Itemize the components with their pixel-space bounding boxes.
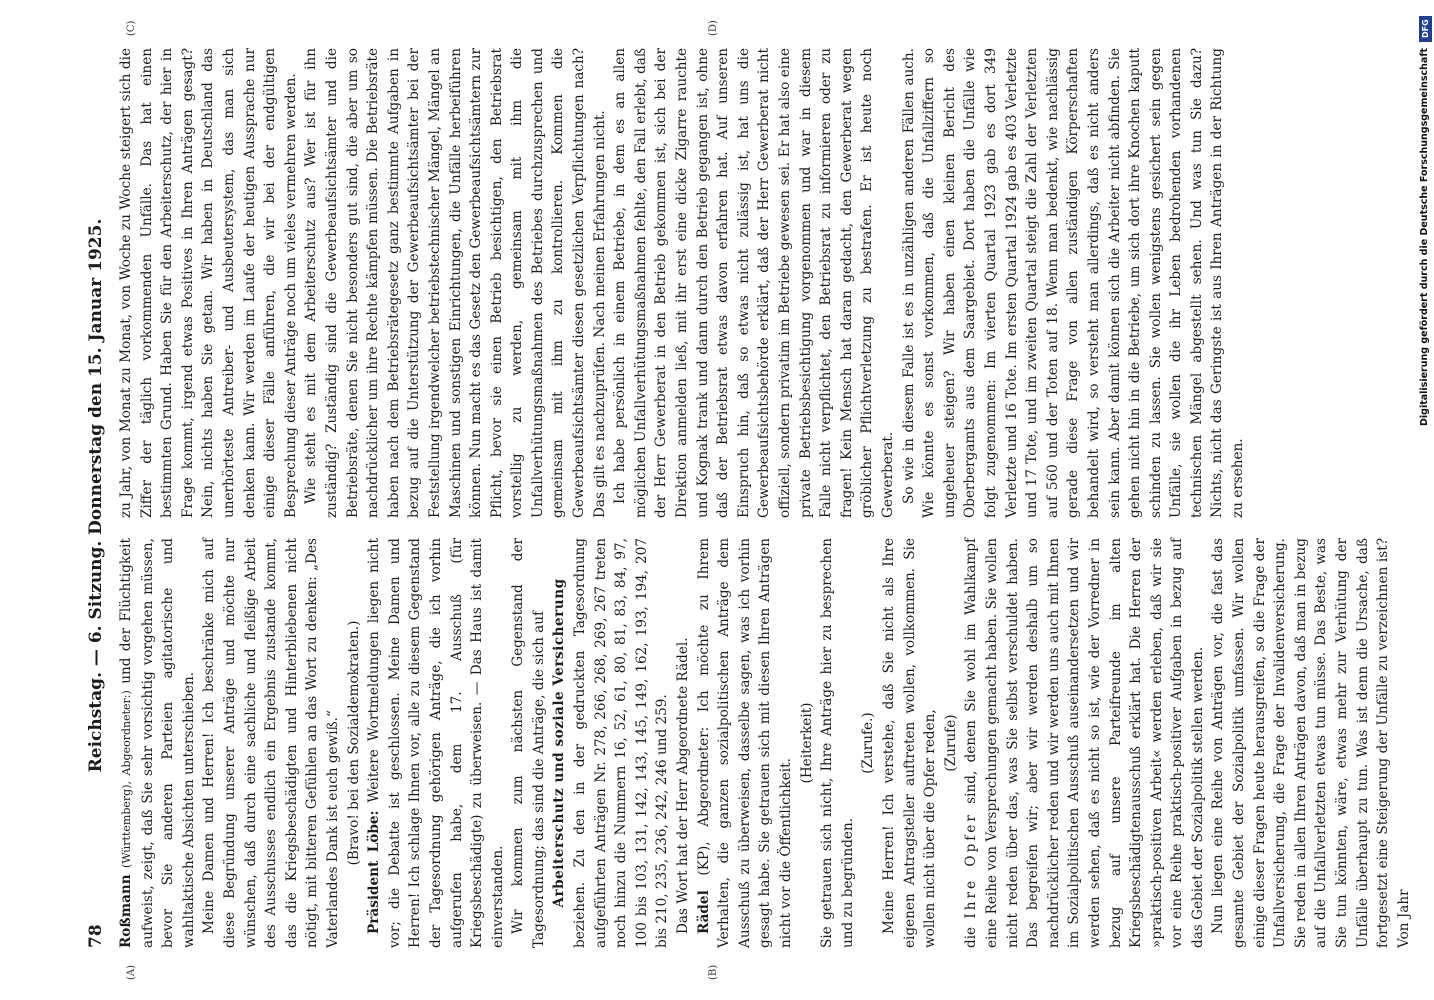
paragraph: Wir kommen zum nächsten Gegenstand der Tagesordnung; das sind die Anträge, die sich auf — [510, 538, 547, 948]
paragraph: zu Jahr, von Monat zu Monat, von Woche zu Woche steigert sich die Ziffer der täglich vorkommenden Unfälle. Das hat einen bestimmten Grund. Haben Sie für den Arbeiterschutz, der hier in Frage kommt, irgend etwas Positives in Ihren Anträgen gesagt? Nein, nichts haben Sie getan. Wir haben in Deutschland das unerhörteste Antreiber- und Ausbeutersystem, das man sich denken kann. Wir werden im Laufe der heutigen Aussprache nur einige dieser Fälle anführen, die wir bei der endgültigen Besprechung dieser Anträge noch um vieles vermehren werden. — [118, 48, 299, 518]
speaker-affiliation: (Württemberg), Abgeordneter:) — [120, 690, 133, 868]
speaker-name: Präsident Löbe: — [366, 810, 383, 934]
paragraph — [364, 538, 508, 948]
margin-marker-d: (D) — [708, 20, 719, 36]
paragraph-text: die — [963, 926, 980, 948]
paragraph: beziehen. Zu den in der gedruckten Tagesordnung aufgeführten Anträgen Nr. 278, 266, 268, 269, 267 treten noch hinzu die Nummern 16, 52, 61, 80, 81, 83, 84, 97, 100 bis 103, 131, 142, 143, 145, 149, 162, 193, 194, 207 bis 210, 235, 236, 242, 246 und 259. — [572, 538, 671, 948]
interjection: (Bravo! bei den Sozialdemokraten.) — [345, 620, 362, 866]
paragraph-text: sind, denen Sie wohl im Wahlkampf eine Reihe von Versprechungen gemacht haben. Sie wollen nicht reden über das, was Sie selbst verschuldet haben. Das begreifen wir; aber wir werden deshalb um so nachdrücklicher reden und wir werden uns auch mit Ihnen im Sozialpolitischen Ausschuß auseinandersetzen und wir werden sehen, daß es nicht so ist, wie der Vorredner in bezug auf unsere Parteifreunde im alten Kriegsbeschädigtenausschuß erklärt hat. Die Herren der »praktisch-positiven Arbeit« werden erleben, daß wir sie vor eine Reihe praktisch-positiver Aufgaben in bezug auf das Gebiet der Sozialpolitik stellen werden. — [963, 538, 1206, 948]
running-head: Reichstag. — 6. Sitzung. Donnerstag den 15. Januar 1925. — [86, 218, 106, 773]
interjection: (Zurufe) — [942, 714, 959, 772]
paragraph: Das Wort hat der Herr Abgeordnete Rädel. — [675, 637, 692, 934]
paragraph: Sie getrauen sich nicht, Ihre Anträge hier zu besprechen und zu begründen. — [819, 538, 856, 948]
margin-marker-a: (A) — [126, 964, 137, 980]
paragraph-text: (KP), Abgeordneter: Ich möchte zu Ihrem Verhalten, die ganzen sozialpolitischen Anträge dem Ausschuß zu überweisen, dasselbe sagen, was ich vorhin gesagt habe. Sie getrauen sich mit diesen Ihren Anträgen nicht vor die Öffentlichkeit. — [695, 538, 794, 948]
dfg-logo: DFG — [1419, 16, 1432, 42]
paragraph — [694, 538, 797, 948]
interjection: (Zurufe.) — [860, 712, 877, 774]
digitization-sidebar — [1418, 10, 1434, 1000]
speaker-name: Rädel — [695, 890, 712, 934]
emphasis-text: Ihre Opfer — [963, 812, 980, 919]
paragraph-text: und der Flüchtigkeit aufweist, zeigt, daß Sie sehr vorsichtig vorgehen müssen, bevor Sie anderen Parteien agitatorische und wahltaktische Absichten unterschieben. — [118, 538, 197, 948]
paragraph: Nun liegen eine Reihe von Anträgen vor, die fast das gesamte Gebiet der Sozialpolitik umfassen. Wir wollen einige dieser Fragen heute herausgreifen, so die Frage der Unfallversicherung, die Frage der Invalidenversicherung. Sie reden in allen Ihren Anträgen davon, daß man in bezug auf die Unfallverletzten etwas tun müsse. Das Beste, was Sie tun könnten, wäre, etwas mehr zur Verhütung der Unfälle überhaupt zu tun. Was ist denn die Ursache, daß fortgesetzt eine Steigerung der Unfälle zu verzeichnen ist? Von Jahr — [1210, 538, 1412, 948]
paragraph: Wie steht es mit dem Arbeiterschutz aus? Wer ist für ihn zuständig? Zuständig sind die Gewerbeaufsichtsämter und die Betriebsräte, denen Sie nicht besonders gut sind, die aber um so nachdrücklicher um ihre Rechte kämpfen müssen. Die Betriebsräte haben nach dem Betriebsrätegesetz ganz bestimmte Aufgaben in bezug auf die Unterstützung der Gewerbeaufsichtsämter bei der Feststellung irgendwelcher betriebstechnischer Mängel, Mängel an Maschinen und sonstigen Einrichtungen, die Unfälle herbeiführen können. Nun macht es das Gesetz den Gewerbeaufsichtsämtern zur Pflicht, bevor sie einen Betrieb besichtigen, den Betriebsrat vorstellig zu werden, gemeinsam mit ihm die Unfallverhütungsmaßnahmen des Betriebes durchzusprechen und gemeinsam mit ihm zu kontrollieren. Kommen die Gewerbeaufsichtsämter diesen gesetzlichen Verpflichtungen nach? Das gilt es nachzuprüfen. Nach meinen Erfahrungen nicht. — [303, 48, 608, 518]
paragraph: Ich habe persönlich in einem Betriebe, in dem es an allen möglichen Unfallverhütungsmaßnahmen fehlte, den Fall erlebt, daß der Herr Gewerberat in den Betrieb gekommen ist, sich bei der Direktion anmelden ließ, mit ihr erst eine dicke Zigarre rauchte und Kognak trank und dann durch den Betrieb gegangen ist, ohne daß der Betriebsrat etwas davon erfahren hat. Auf unseren Einspruch hin, daß so etwas nicht zulässig ist, hat uns die Gewerbeaufsichtsbehörde erklärt, daß der Herr Gewerberat nicht offiziell, sondern privatim im Betriebe gewesen sei. Er hat also eine private Betriebsbesichtigung vorgenommen und war in diesem Falle nicht verpflichtet, den Betriebsrat zu informieren oder zu fragen! Kein Mensch hat daran gedacht, den Gewerberat wegen gröblicher Pflichtverletzung zu bestrafen. Er ist heute noch Gewerberat. — [612, 48, 896, 518]
paragraph — [961, 538, 1208, 948]
interjection: (Heiterkeit) — [798, 702, 815, 784]
speaker-name: Roßmann — [118, 874, 134, 948]
paragraph: So wie in diesem Falle ist es in unzähligen anderen Fällen auch. Wie könnte es sonst vorkommen, daß die Unfallziffern so ungeheuer steigen? Wir haben einen kleinen Bericht des Oberbergamts aus dem Saargebiet. Dort haben die Unfälle wie folgt zugenommen: Im vierten Quartal 1923 gab es dort 349 Verletzte und 16 Tote. Im ersten Quartal 1924 gab es 403 Verletzte und 17 Tote, und im zweiten Quartal steigt die Zahl der Verletzten auf 560 und der Toten auf 18. Wenn man bedenkt, wie nachlässig gerade diese Frage von allen zuständigen Körperschaften behandelt wird, so versteht man allerdings, daß es nicht anders sein kann. Aber damit können sich die Arbeiter nicht abfinden. Sie gehen nicht hin in die Betriebe, um sich dort ihre Knochen kaputt schinden zu lassen. Sie wollen wenigstens gesichert sein gegen Unfälle, sie wollen die ihr Leben bedrohenden vorhandenen technischen Mängel abgestellt sehen. Und was tun Sie dazu? Nichts, nicht das Geringste ist aus Ihren Anträgen in der Richtung zu ersehen. — [900, 48, 1247, 518]
margin-marker-c: (C) — [126, 20, 137, 36]
text-column-right — [116, 48, 1376, 518]
page-header — [80, 43, 116, 948]
paragraph-text: Weitere Wortmeldungen liegen nicht vor; die Debatte ist geschlossen. Meine Damen und Herren! Ich schlage Ihnen vor, alle zu diesem Gegenstand der Tagesordnung gehörigen Anträge, die ich vorhin aufgerufen habe, dem 17. Ausschuß (für Kriegsbeschädigte) zu überweisen. — Das Haus ist damit einverstanden. — [366, 537, 506, 948]
rotated-page — [80, 20, 1412, 980]
page-number: 78 — [86, 924, 106, 948]
margin-marker-b: (B) — [708, 964, 719, 980]
section-heading: Arbeiterschutz und soziale Versicherung — [551, 578, 568, 908]
paragraph — [116, 538, 199, 948]
digitization-note: Digitalisierung gefördert durch die Deutsche Forschungsgemeinschaft — [1419, 48, 1430, 426]
paragraph: Meine Herren! Ich verstehe, daß Sie nicht als Ihre eigenen Antragsteller auftreten wollen, vollkommen. Sie wollen nicht über die Opfer reden, — [880, 538, 939, 948]
text-column-left — [116, 537, 1412, 948]
paragraph: Meine Damen und Herren! Ich beschränke mich auf diese Begründung unserer Anträge und möchte nur wünschen, daß durch eine sachliche und fleißige Arbeit des Ausschusses endlich ein Ergebnis zustande kommt, das die Kriegsbeschädigten und Hinterbliebenen nicht nötigt, mit bitteren Gefühlen an das Wort zu denken: „Des Vaterlandes Dank ist euch gewiß.“ — [201, 538, 341, 948]
